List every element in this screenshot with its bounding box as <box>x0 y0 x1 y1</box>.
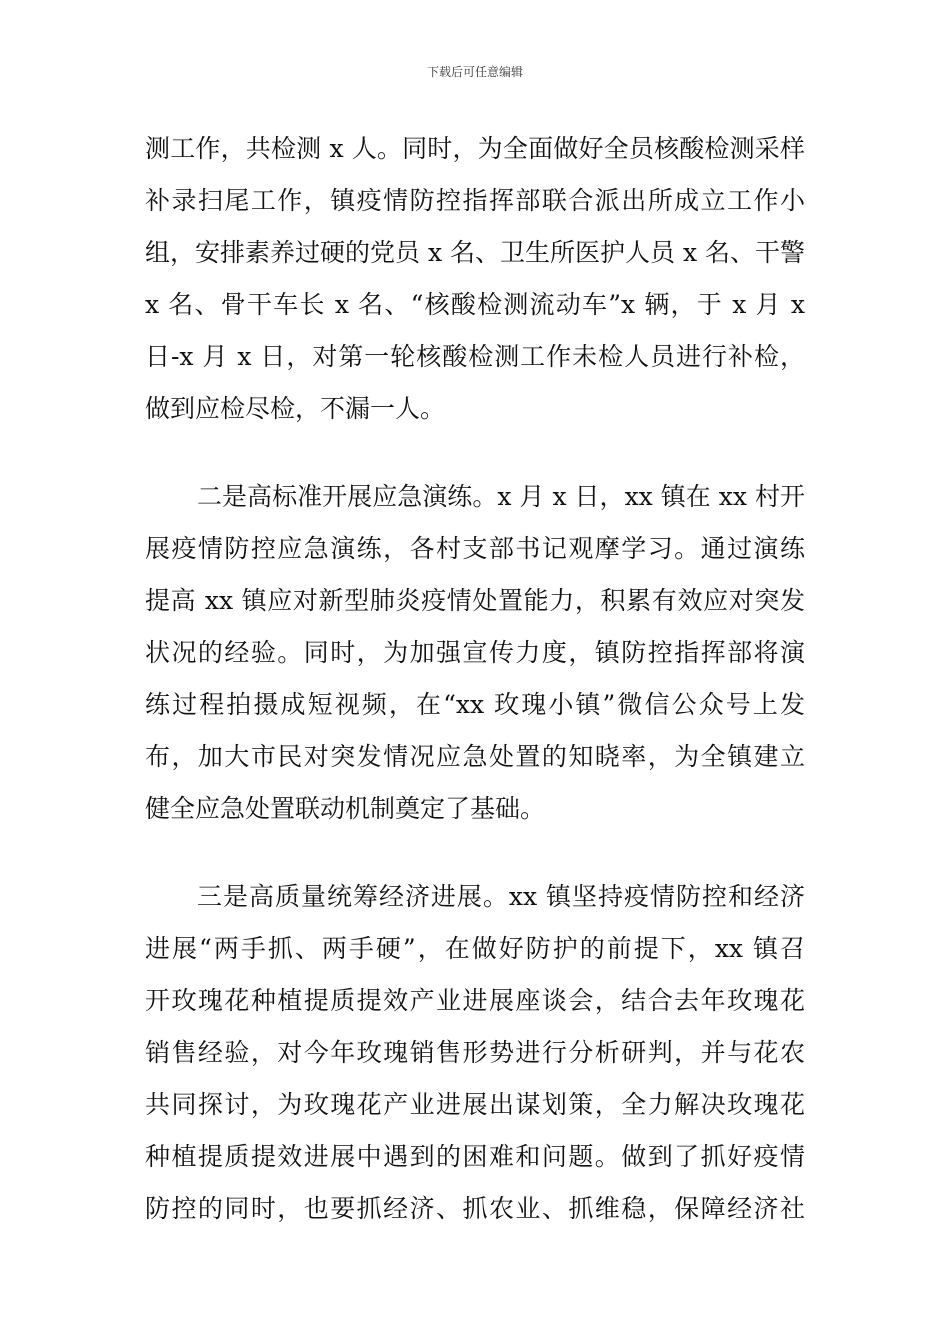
text-line: 防控的同时，也要抓经济、抓农业、抓维稳，保障经济社 <box>145 1194 805 1223</box>
text-line: 展疫情防控应急演练，各村支部书记观摩学习。通过演练 <box>145 534 805 563</box>
text-line: 二是高标准开展应急演练。x 月 x 日，xx 镇在 xx 村开 <box>197 482 805 511</box>
text-line: 布，加大市民对突发情况应急处置的知晓率，为全镇建立 <box>145 742 805 771</box>
text-line: 状况的经验。同时，为加强宣传力度，镇防控指挥部将演 <box>145 638 805 667</box>
text-line: 测工作，共检测 x 人。同时，为全面做好全员核酸检测采样 <box>145 134 805 163</box>
text-line: 补录扫尾工作，镇疫情防控指挥部联合派出所成立工作小 <box>145 186 805 215</box>
text-line: 开玫瑰花种植提质提效产业进展座谈会，结合去年玫瑰花 <box>145 986 805 1015</box>
text-line: 共同探讨，为玫瑰花产业进展出谋划策，全力解决玫瑰花 <box>145 1090 805 1119</box>
text-line: 做到应检尽检，不漏一人。 <box>145 394 446 423</box>
text-line: 种植提质提效进展中遇到的困难和问题。做到了抓好疫情 <box>145 1142 805 1171</box>
text-line: 进展“两手抓、两手硬”，在做好防护的前提下，xx 镇召 <box>145 934 805 963</box>
paragraph-1 <box>145 123 805 435</box>
text-line: 练过程拍摄成短视频，在“xx 玫瑰小镇”微信公众号上发 <box>145 690 805 719</box>
text-line: 日-x 月 x 日，对第一轮核酸检测工作未检人员进行补检， <box>145 342 805 371</box>
paragraph-2 <box>145 471 805 835</box>
text-line: 三是高质量统筹经济进展。xx 镇坚持疫情防控和经济 <box>197 882 805 911</box>
text-line: x 名、骨干车长 x 名、“核酸检测流动车”x 辆，于 x 月 x <box>145 290 805 319</box>
text-line: 销售经验，对今年玫瑰销售形势进行分析研判，并与花农 <box>145 1038 805 1067</box>
paragraph-3 <box>145 871 805 1235</box>
page-header: 下载后可任意编辑 <box>426 65 523 79</box>
text-line: 提高 xx 镇应对新型肺炎疫情处置能力，积累有效应对突发 <box>145 586 805 615</box>
text-line: 组，安排素养过硬的党员 x 名、卫生所医护人员 x 名、干警 <box>145 238 805 267</box>
text-line: 健全应急处置联动机制奠定了基础。 <box>145 794 546 823</box>
